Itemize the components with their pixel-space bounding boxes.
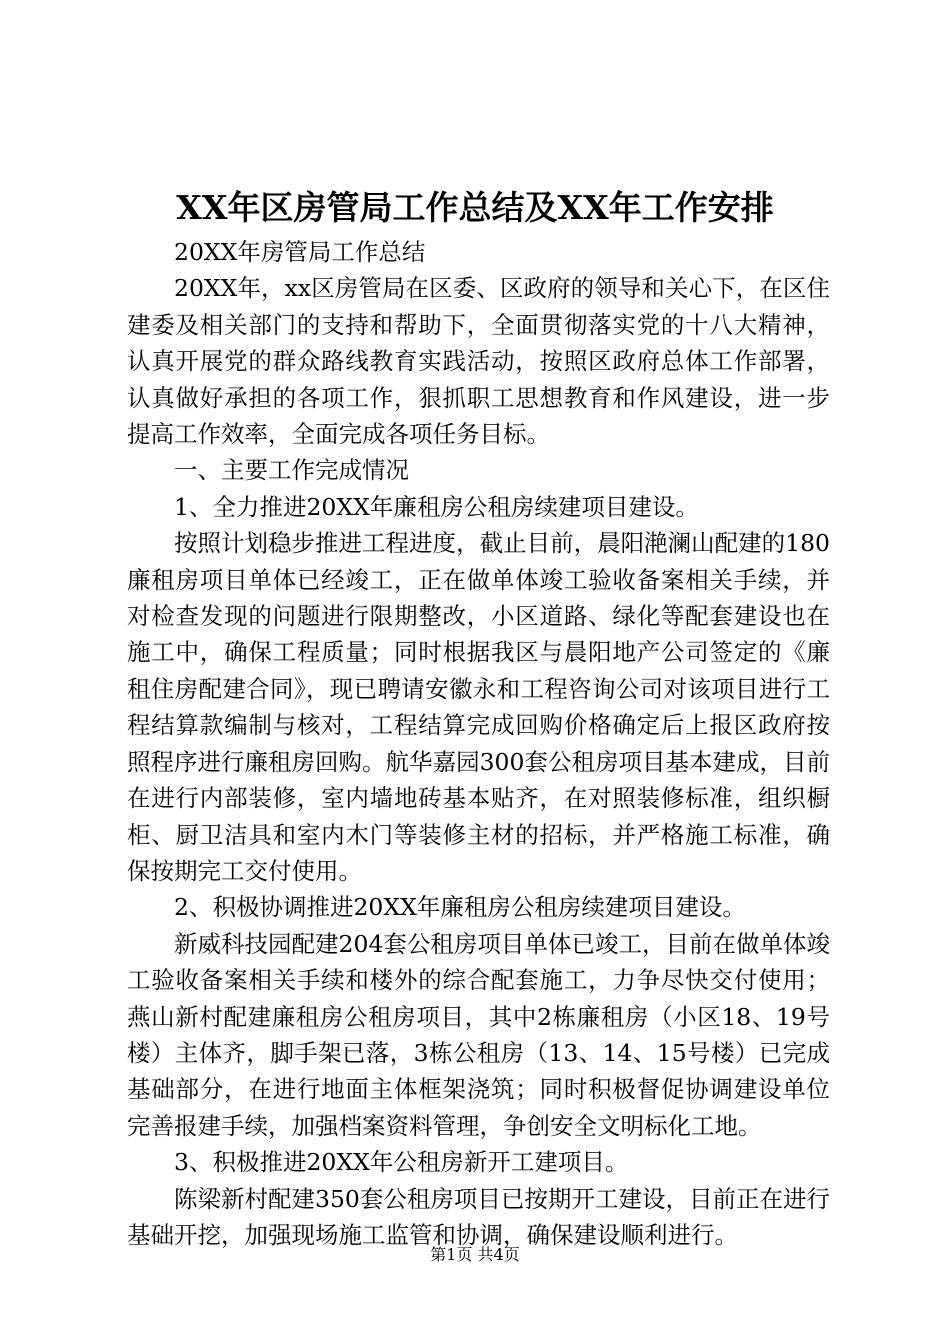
subsection-heading: 1、全力推进20XX年廉租房公租房续建项目建设。	[174, 492, 699, 521]
paragraph: 陈梁新村配建350套公租房项目已按期开工建设，目前正在进行基础开挖，加强现场施工监管和协调，确保建设顺利进行。	[127, 1184, 830, 1249]
page-number-footer: 第1页 共4页	[430, 1245, 520, 1264]
subsection-heading: 2、积极协调推进20XX年廉租房公租房续建项目建设。	[174, 893, 746, 922]
document-title: XX年区房管局工作总结及XX年工作安排	[176, 188, 774, 227]
paragraph: 20XX年，xx区房管局在区委、区政府的领导和关心下，在区住建委及相关部门的支持和帮助下，全面贯彻落实党的十八大精神，认真开展党的群众路线教育实践活动，按照区政府总体工作部署，认真做好承担的各项工作，狠抓职工思想教育和作风建设，进一步提高工作效率，全面完成各项任务目标。	[127, 274, 830, 449]
section-heading: 一、主要工作完成情况	[174, 456, 409, 485]
subsection-heading: 3、积极推进20XX年公租房新开工建项目。	[174, 1148, 629, 1177]
paragraph: 按照计划稳步推进工程进度，截止目前，晨阳滟澜山配建的180廉租房项目单体已经竣工，正在做单体竣工验收备案相关手续，并对检查发现的问题进行限期整改，小区道路、绿化等配套建设也在施工中，确保工程质量；同时根据我区与晨阳地产公司签定的《廉租住房配建合同》，现已聘请安徽永和工程咨询公司对该项目进行工程结算款编制与核对，工程结算完成回购价格确定后上报区政府按照程序进行廉租房回购。航华嘉园300套公租房项目基本建成，目前在进行内部装修，室内墙地砖基本贴齐，在对照装修标准，组织橱柜、厨卫洁具和室内木门等装修主材的招标，并严格施工标准，确保按期完工交付使用。	[127, 529, 830, 885]
document-body	[127, 234, 830, 1253]
paragraph: 新威科技园配建204套公租房项目单体已竣工，目前在做单体竣工验收备案相关手续和楼外的综合配套施工，力争尽快交付使用；燕山新村配建廉租房公租房项目，其中2栋廉租房（小区18、19号楼）主体齐，脚手架已落，3栋公租房（13、14、15号楼）已完成基础部分，在进行地面主体框架浇筑；同时积极督促协调建设单位完善报建手续，加强档案资料管理，争创安全文明标化工地。	[127, 929, 830, 1140]
section-heading: 20XX年房管局工作总结	[174, 238, 426, 266]
